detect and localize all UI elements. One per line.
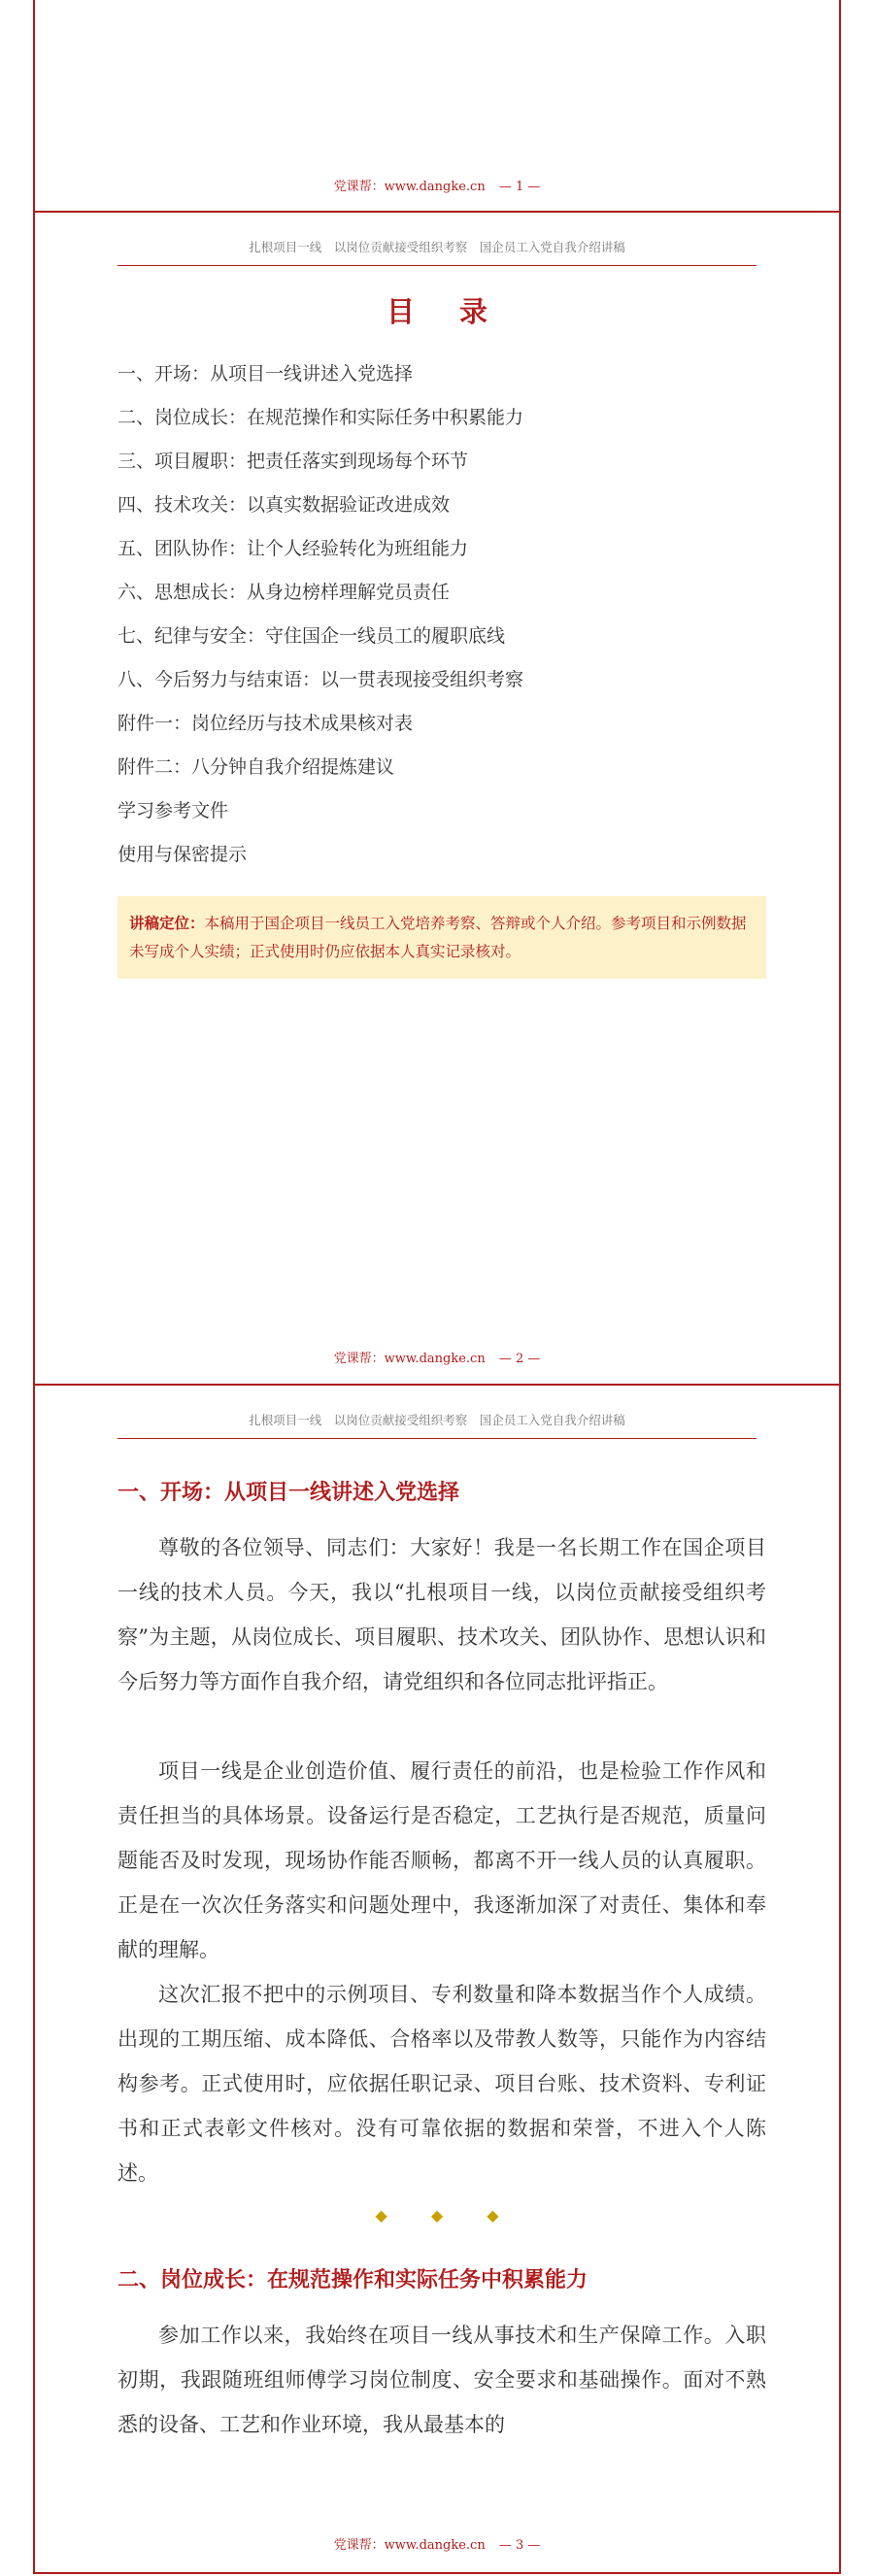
section-divider: ◆ ◆ ◆ <box>375 2206 519 2225</box>
toc-item[interactable]: 六、思想成长：从身边榜样理解党员责任 <box>118 582 451 603</box>
page-3 <box>33 1386 841 2572</box>
page-number: — 1 — <box>498 180 541 194</box>
toc-item[interactable]: 七、纪律与安全：守住国企一线员工的履职底线 <box>118 625 506 647</box>
note-label: 讲稿定位： <box>129 914 205 932</box>
page-footer <box>35 176 839 194</box>
toc-item[interactable]: 学习参考文件 <box>118 800 229 821</box>
toc-item[interactable]: 三、项目履职：把责任落实到现场每个环节 <box>118 451 469 472</box>
toc-title: 目 录 <box>386 295 506 328</box>
footer-site: 党课帮：www.dangke.cn <box>333 2538 486 2553</box>
toc-item[interactable]: 附件二：八分钟自我介绍提炼建议 <box>118 756 395 778</box>
toc-item[interactable]: 八、今后努力与结束语：以一贯表现接受组织考察 <box>118 669 524 690</box>
footer-site: 党课帮：www.dangke.cn <box>333 1352 486 1366</box>
toc-item[interactable]: 五、团队协作：让个人经验转化为班组能力 <box>118 538 469 559</box>
page-2 <box>33 213 841 1384</box>
footer-site: 党课帮：www.dangke.cn <box>333 180 486 194</box>
note-text: 本稿用于国企项目一线员工入党培养考察、答辩或个人介绍。参考项目和示例数据未写成个人实绩；正式使用时仍应依据本人真实记录核对。 <box>129 915 747 960</box>
toc-item[interactable]: 使用与保密提示 <box>118 844 248 865</box>
page-footer <box>35 1348 839 1366</box>
toc-item[interactable]: 二、岗位成长：在规范操作和实际任务中积累能力 <box>118 407 524 428</box>
toc-item[interactable]: 附件一：岗位经历与技术成果核对表 <box>118 713 414 734</box>
section-heading: 二、岗位成长：在规范操作和实际任务中积累能力 <box>118 2267 588 2292</box>
body-paragraph: 尊敬的各位领导、同志们：大家好！我是一名长期工作在国企项目一线的技术人员。今天，我以“扎根项目一线，以岗位贡献接受组织考察”为主题，从岗位成长、项目履职、技术攻关、团队协作、思想认识和今后努力等方面作自我介绍，请党组织和各位同志批评指正。 <box>118 1536 766 1693</box>
section-heading: 一、开场：从项目一线讲述入党选择 <box>118 1480 460 1505</box>
body-paragraph: 这次汇报不把中的示例项目、专利数量和降本数据当作个人成绩。出现的工期压缩、成本降低、合格率以及带教人数等，只能作为内容结构参考。正式使用时，应依据任职记录、项目台账、技术资料、专利证书和正式表彰文件核对。没有可靠依据的数据和荣誉，不进入个人陈述。 <box>118 1983 766 2185</box>
page-number: — 2 — <box>498 1352 541 1366</box>
toc-item[interactable]: 一、开场：从项目一线讲述入党选择 <box>118 363 414 385</box>
page-separator <box>33 2572 841 2574</box>
positioning-note <box>118 896 766 979</box>
running-header: 扎根项目一线 以岗位贡献接受组织考察 国企员工入党自我介绍讲稿 <box>118 238 756 266</box>
page-footer <box>35 2534 839 2553</box>
body-paragraph: 项目一线是企业创造价值、履行责任的前沿，也是检验工作作风和责任担当的具体场景。设备运行是否稳定，工艺执行是否规范，质量问题能否及时发现，现场协作能否顺畅，都离不开一线人员的认真履职。正是在一次次任务落实和问题处理中，我逐渐加深了对责任、集体和奉献的理解。 <box>118 1759 766 1961</box>
toc-list <box>118 352 523 877</box>
body-paragraph: 参加工作以来，我始终在项目一线从事技术和生产保障工作。入职初期，我跟随班组师傅学习岗位制度、安全要求和基础操作。面对不熟悉的设备、工艺和作业环境，我从最基本的 <box>118 2324 766 2436</box>
page-number: — 3 — <box>498 2538 541 2553</box>
toc-item[interactable]: 四、技术攻关：以真实数据验证改进成效 <box>118 494 451 516</box>
page-1 <box>33 0 841 211</box>
running-header: 扎根项目一线 以岗位贡献接受组织考察 国企员工入党自我介绍讲稿 <box>118 1411 756 1439</box>
